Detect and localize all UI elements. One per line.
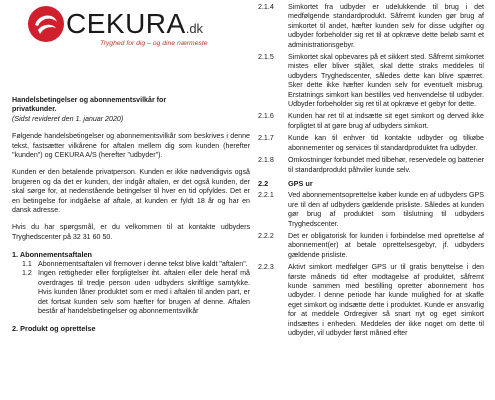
clause-item xyxy=(22,269,250,316)
clause-text: Kunden har ret til at indsætte sit eget simkort og derved ikke forpligtet til at gøre brug af udbyders simkort. xyxy=(288,112,484,130)
clause-number: 1.2 xyxy=(22,269,32,278)
section-2-items xyxy=(258,3,484,338)
clause-item xyxy=(258,263,484,338)
clause-text: Omkostninger forbundet med tilbehør, reservedele og batterier til standardprodukt påhviler kunde selv. xyxy=(288,156,484,174)
clause-number: 2.1.8 xyxy=(258,156,274,165)
clause-number: 2.2.2 xyxy=(258,231,274,240)
doc-title-line2: privatkunder. xyxy=(12,105,57,114)
clause-number: 2.2.3 xyxy=(258,263,274,272)
clause-item xyxy=(258,232,484,260)
section-heading-1: 1. Abonnementsaftalen xyxy=(12,250,93,260)
clause-text: Simkortet skal opbevares på et sikkert sted. Såfremt simkortet mistes eller bliver stjålet, skal dette straks meddeles til udbyders Tryghedscenter, således dette kan blive spærret. Sker dette ikke hæfter kunden selv for eventuelt misbrug. Erstatnings simkort kan bestilles ved henvendelse til udbyder. Udbyder forbeholder sig ret til at opkræve et gebyr for dette. xyxy=(288,53,484,109)
section-heading-2: 2. Produkt og oprettelse xyxy=(12,324,96,334)
logo-brand: CEKURA xyxy=(66,8,186,39)
right-column xyxy=(258,0,484,338)
cekura-swirl-icon xyxy=(26,4,66,44)
clause-number: 2.1.4 xyxy=(258,3,274,11)
logo-tagline: Tryghed for dig – og dine nærmeste xyxy=(100,40,208,47)
clause-number: 2.1.6 xyxy=(258,112,274,121)
clause-item xyxy=(258,112,484,131)
intro-paragraph: Følgende handelsbetingelser og abonnementsvilkår som beskrives i denne tekst, fastsætter vilkårene for aftalen mellem dig som kunden (herefter "kunden") og CEKURA A/S (herefter "udbyder"). xyxy=(12,132,250,160)
clause-text: Ingen rettigheder eller forpligtelser iht. aftalen eller dele heraf må overdrages til tredje person uden udbyders skriftlige samtykke. Hvis kunden låner produktet som er med i aftalen til anden part, er det fortsat kunden selv som hæfter for brugen af denne. Aftalen består af handelsbetingelser og abonnementsvilkår xyxy=(38,269,250,315)
clause-item xyxy=(258,191,484,229)
clause-number: 2.2 xyxy=(258,178,269,188)
subsection-heading xyxy=(258,179,484,188)
contact-paragraph: Hvis du har spørgsmål, er du velkommen til at kontakte udbyders Tryghedscenter på 32 31 60 50. xyxy=(12,223,250,241)
doc-title-line1: Handelsbetingelser og abonnementsvilkår for xyxy=(12,96,167,104)
clause-text: Ved abonnementsoprettelse køber kunde en af udbyders GPS ure til den af udbyders gældende prisliste. Således at kunden gør brug af produktet som tilslutning til udbyders Tryghedscenter. xyxy=(288,191,484,228)
customer-paragraph: Kunden er den betalende privatperson. Kunden er ikke nødvendigvis også brugeren og da det er kunden, der indgår aftalen, er det også kunden, der skal sørge for, at nedenstående betingelser til hver en tid opfyldes. Det er en betingelse for indgåelse af aftale, at kunden er fyldt 18 år og har en dansk adresse. xyxy=(12,168,250,215)
clause-text: GPS ur xyxy=(288,178,313,188)
doc-revised-date: (Sidst revideret den 1. januar 2020) xyxy=(12,114,124,123)
clause-number: 2.1.5 xyxy=(258,53,274,62)
clause-item xyxy=(258,53,484,109)
clause-item xyxy=(22,260,250,269)
left-column xyxy=(12,0,250,334)
clause-item xyxy=(258,3,484,50)
logo-wordmark xyxy=(66,8,203,40)
clause-item xyxy=(258,134,484,153)
section-1-items xyxy=(12,260,250,316)
clause-item xyxy=(258,156,484,175)
clause-text: Abonnementsaftalen vil fremover i denne tekst blive kaldt "aftalen". xyxy=(38,259,248,268)
clause-number: 1.1 xyxy=(22,259,32,268)
clause-text: Det er obligatorisk for kunden i forbindelse med oprettelse af abonnement(er) at betale oprettelsesgebyr, jf. udbyders gældende prisliste. xyxy=(288,231,484,259)
clause-text: Simkortet fra udbyder er udelukkende til brug i det medfølgende standardprodukt. Såfremt kunden gør brug af simkortet til andet, hæfter kunden selv for disse udgifter og udbyder forbeholder sig ret til at opkræve dette beløb samt et administrationsgebyr. xyxy=(288,3,484,49)
clause-text: Aktivt simkort medfølger GPS ur til gratis benyttelse i den første måneds tid efter modtagelse af produktet, såfremt kunde sammen med bestilling opretter abonnement hos udbyder. I denne periode har kunde mulighed for at skaffe eget simkort og indsætte dette i produktet. Kunde er ansvarlig for at meddele Ordregiver så snart nyt og eget simkort indsættes i enheden. Meddeles der ikke noget om dette til udbyder, vil udbyder først måned efter xyxy=(288,263,484,337)
clause-number: 2.2.1 xyxy=(258,191,274,200)
cekura-logo[interactable] xyxy=(12,0,250,72)
clause-text: Kunde kan til enhver tid kontakte udbyder og tilkøbe abonnementer og services til standardproduktet fra udbyder. xyxy=(288,134,484,152)
logo-suffix: .dk xyxy=(185,21,204,36)
clause-number: 2.1.7 xyxy=(258,134,274,143)
